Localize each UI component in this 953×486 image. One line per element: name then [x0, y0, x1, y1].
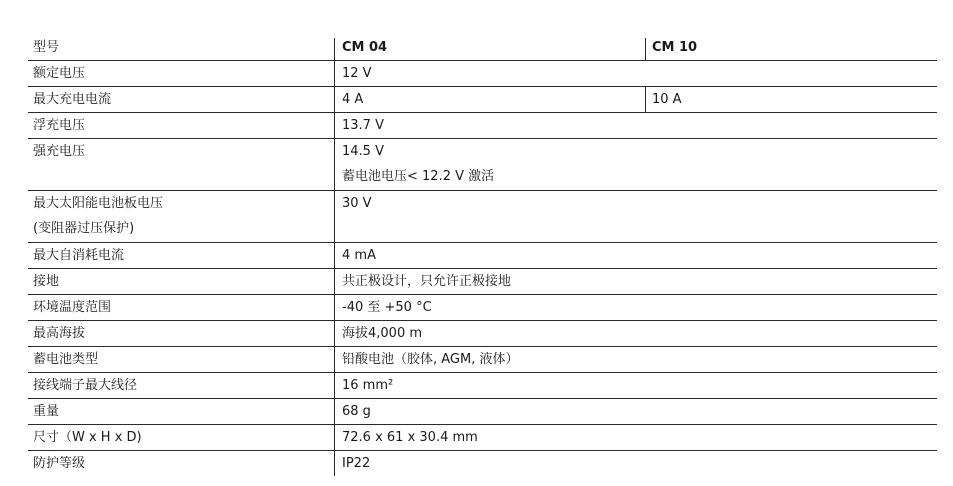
row-value: 4 A: [342, 92, 364, 107]
table-row-boost-voltage: [28, 139, 937, 191]
row-value: 16 mm²: [342, 378, 394, 393]
row-value: 12 V: [342, 66, 372, 81]
column-divider: [334, 38, 335, 60]
row-label: 环境温度范围: [33, 300, 112, 315]
column-divider: [645, 87, 646, 112]
table-row-max-panel-voltage: [28, 191, 937, 243]
table-row-max-wire-size: [28, 373, 937, 399]
row-value: 30 V: [342, 196, 372, 211]
column-divider: [334, 425, 335, 450]
row-label: 强充电压: [33, 144, 86, 159]
row-label: 额定电压: [33, 66, 86, 81]
table-row-ambient-temp: [28, 295, 937, 321]
table-row-float-voltage: [28, 113, 937, 139]
column-divider: [334, 61, 335, 86]
column-divider: [334, 399, 335, 424]
row-label: 最大太阳能电池板电压: [33, 196, 164, 211]
column-divider: [334, 243, 335, 268]
table-row-rated-voltage: [28, 61, 937, 87]
row-label-note: (变阻器过压保护): [33, 221, 135, 236]
column-divider: [334, 113, 335, 138]
row-value: 13.7 V: [342, 118, 384, 133]
table-row-protection: [28, 451, 937, 476]
row-label: 尺寸（W x H x D): [33, 430, 142, 445]
row-value: 铅酸电池（胶体, AGM, 液体）: [342, 352, 519, 367]
header-label: 型号: [33, 40, 60, 55]
row-label: 浮充电压: [33, 118, 86, 133]
table-row-grounding: [28, 269, 937, 295]
row-value: 68 g: [342, 404, 371, 419]
column-divider: [334, 373, 335, 398]
row-value: -40 至 +50 °C: [342, 300, 432, 315]
row-label: 重量: [33, 404, 60, 419]
column-divider: [645, 38, 646, 60]
row-value: 72.6 x 61 x 30.4 mm: [342, 430, 478, 445]
header-row: [28, 38, 937, 61]
table-row-self-consumption: [28, 243, 937, 269]
table-row-max-charge-current: [28, 87, 937, 113]
row-label: 最大充电电流: [33, 92, 112, 107]
row-value: 4 mA: [342, 248, 376, 263]
row-label: 接地: [33, 274, 60, 289]
table-row-dimensions: [28, 425, 937, 451]
row-value: 共正极设计，只允许正极接地: [342, 274, 512, 289]
header-cm10: CM 10: [652, 40, 698, 55]
header-cm04: CM 04: [342, 40, 388, 55]
column-divider: [334, 87, 335, 112]
spec-table: [28, 38, 937, 476]
column-divider: [334, 451, 335, 476]
column-divider: [334, 347, 335, 372]
row-label: 最大自消耗电流: [33, 248, 125, 263]
table-row-battery-type: [28, 347, 937, 373]
column-divider: [334, 321, 335, 346]
row-label: 最高海拔: [33, 326, 86, 341]
row-label: 接线端子最大线径: [33, 378, 138, 393]
row-value: IP22: [342, 456, 371, 471]
table-row-max-altitude: [28, 321, 937, 347]
column-divider: [334, 269, 335, 294]
row-value: 海拔4,000 m: [342, 326, 423, 341]
row-value: 14.5 V: [342, 144, 384, 159]
row-value-note: 蓄电池电压< 12.2 V 激活: [342, 169, 495, 184]
table-row-weight: [28, 399, 937, 425]
column-divider: [334, 295, 335, 320]
column-divider: [334, 191, 335, 242]
column-divider: [334, 139, 335, 190]
row-value-cm10: 10 A: [652, 92, 682, 107]
row-label: 蓄电池类型: [33, 352, 99, 367]
row-label: 防护等级: [33, 456, 86, 471]
